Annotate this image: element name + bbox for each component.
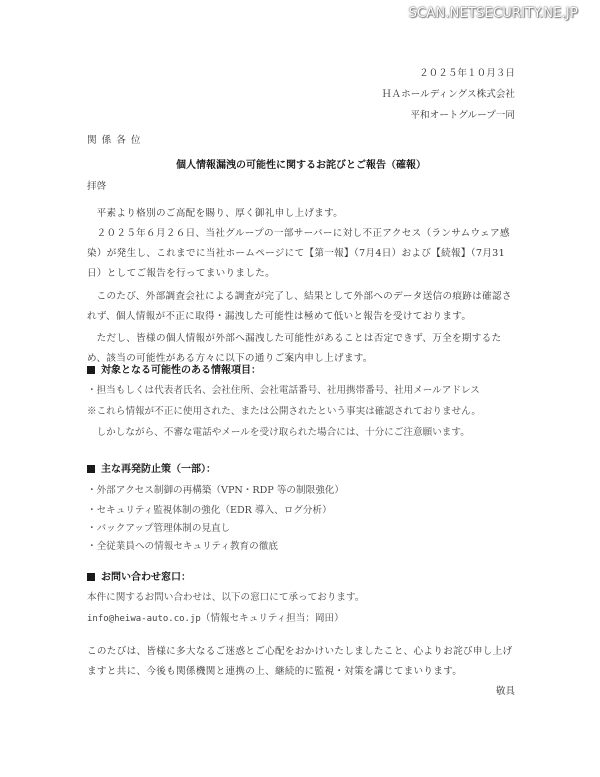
paragraph-notice: ただし、皆様の個人情報が外部へ漏洩した可能性があることは否定できず、万全を期するため、該当の可能性がある方々に以下の通りご案内申し上げます。: [87, 333, 502, 364]
black-square-icon: [87, 366, 95, 374]
black-square-icon: [87, 573, 95, 581]
section-heading-contact: [87, 570, 191, 586]
affected-info-note: ※これら情報が不正に使用された、または公開されたという事実は確認されておりません。: [87, 406, 481, 417]
prevention-item: ・外部アクセス制御の再構築（VPN・RDP 等の制限強化）: [87, 485, 344, 496]
group-name: 平和オートグループ一同: [410, 110, 515, 121]
contact-description: 本件に関するお問い合わせは、以下の窓口にて承っております。: [87, 592, 365, 603]
prevention-item: ・バックアップ管理体制の見直し: [87, 523, 231, 534]
document-date: ２０２５年１０月３日: [419, 68, 515, 79]
prevention-item: ・全従業員への情報セキュリティ教育の徹底: [87, 541, 278, 552]
document-title: 個人情報漏洩の可能性に関するお詫びとご報告（確報）: [176, 160, 426, 171]
paragraph-incident: ２０２５年６月２６日、当社グループの一部サーバーに対し不正アクセス（ランサムウェア感染）が発生し、これまでに当社ホームページにて【第一報】（7月4日）および【続報】（7月31日）としてご報告を行ってまいりました。: [87, 228, 510, 279]
paragraph-greeting: 平素より格別のご高配を賜り、厚く御礼申し上げます。: [96, 208, 344, 219]
paragraph-investigation: このたび、外部調査会社による調査が完了し、結果として外部へのデータ送信の痕跡は確認されず、個人情報が不正に取得・漏洩した可能性は極めて低いと報告を受けております。: [87, 291, 512, 322]
affected-info-item: ・担当もしくは代表者氏名、会社住所、会社電話番号、社用携帯番号、社用メールアドレス: [87, 385, 480, 396]
closing-paragraph: このたびは、皆様に多大なるご迷惑とご心配をおかけいたしましたこと、心よりお詫び申し上げますと共に、今後も関係機関と連携の上、継続的に監視・対策を講じてまいります。: [87, 646, 513, 677]
section-heading-text: お問い合わせ窓口：: [101, 572, 191, 583]
prevention-item: ・セキュリティ監視体制の強化（EDR 導入、ログ分析）: [87, 505, 332, 516]
opening-salutation: 拝啓: [87, 181, 107, 192]
contact-email-link[interactable]: info@heiwa-auto.co.jp: [87, 614, 201, 624]
addressee: 関 係 各 位: [87, 135, 142, 146]
company-name: ＨＡホールディングス株式会社: [381, 89, 515, 100]
contact-line: [87, 612, 344, 627]
closing-salutation: 敬具: [495, 686, 515, 697]
affected-info-caution: しかしながら、不審な電話やメールを受け取られた場合には、十分にご注意願います。: [87, 427, 470, 438]
section-heading-text: 主な再発防止策（一部）：: [101, 464, 216, 475]
section-heading-prevention: [87, 462, 216, 478]
section-heading-text: 対象となる可能性のある情報項目：: [101, 365, 261, 376]
contact-email-note: （情報セキュリティ担当：岡田）: [200, 613, 344, 624]
section-heading-affected-info: [87, 363, 261, 379]
black-square-icon: [87, 465, 95, 473]
watermark: SCAN.NETSECURITY.NE.JP: [408, 6, 578, 21]
